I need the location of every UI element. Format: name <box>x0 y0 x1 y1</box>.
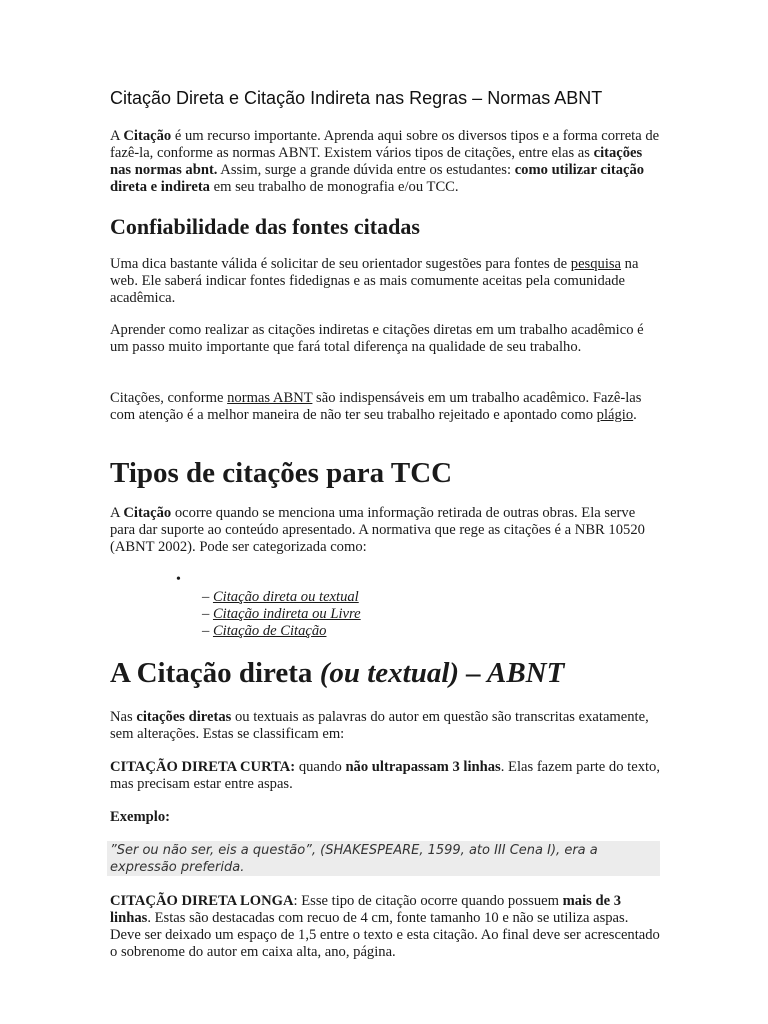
paragraph-text: na web. Ele saberá indicar fontes fidedignas e as mais comumente aceitas pela comunidade acadêmica. <box>110 256 639 306</box>
paragraph-bold: citações diretas <box>136 709 232 725</box>
example-label <box>110 809 660 826</box>
list-dash: – <box>202 589 213 605</box>
section-heading-confiabilidade: Confiabilidade das fontes citadas <box>110 214 420 239</box>
intro-text: em seu trabalho de monografia e/ou TCC. <box>209 179 459 195</box>
example-quote: ”Ser ou não ser, eis a questão”, (SHAKESPEARE, 1599, ato III Cena I), era a expressão preferida. <box>107 841 660 876</box>
list-item <box>202 589 361 606</box>
section-heading-citacao-direta <box>110 656 660 690</box>
paragraph: Aprender como realizar as citações indiretas e citações diretas em um trabalho acadêmico é um passo muito importante que fará total diferença na qualidade de seu trabalho. <box>110 322 644 355</box>
term-label: CITAÇÃO DIRETA LONGA <box>110 893 294 909</box>
list-item <box>202 623 361 640</box>
intro-text: Assim, surge a grande dúvida entre os estudantes: <box>217 162 515 178</box>
heading-text: A Citação direta <box>110 657 320 689</box>
paragraph-text: . <box>633 407 637 423</box>
paragraph-bold: Citação <box>123 505 172 521</box>
link-plagio[interactable]: plágio <box>596 407 634 423</box>
section-heading-tipos: Tipos de citações para TCC <box>110 457 453 489</box>
citation-types-list <box>202 589 361 640</box>
heading-italic: (ou textual) – ABNT <box>319 657 565 689</box>
paragraph <box>110 256 660 307</box>
link-normas-abnt[interactable]: normas ABNT <box>227 390 313 406</box>
paragraph-text: quando <box>295 759 346 775</box>
paragraph <box>110 505 660 556</box>
paragraph-text: Citações, conforme <box>110 390 228 406</box>
paragraph-text: ou textuais as palavras do autor em questão são transcritas exatamente, sem alterações. Estas se classificam em: <box>110 709 649 742</box>
paragraph-text: Uma dica bastante válida é solicitar de seu orientador sugestões para fontes de <box>110 256 571 272</box>
list-dash: – <box>202 606 213 622</box>
paragraph-text: A <box>110 505 124 521</box>
paragraph-citacao-curta <box>110 759 660 793</box>
paragraph-text: Nas <box>110 709 137 725</box>
list-item <box>202 606 361 623</box>
paragraph-text: . Estas são destacadas com recuo de 4 cm, fonte tamanho 10 e não se utiliza aspas. Deve ser deixado um espaço de 1,5 entre o texto e esta citação. Ao final deve ser acrescentado o sobrenome do autor em caixa alta, ano, página. <box>110 910 660 960</box>
paragraph-bold: mais de 3 linhas <box>110 893 621 926</box>
paragraph-text: ocorre quando se menciona uma informação retirada de outras obras. Ela serve para dar suporte ao conteúdo apresentado. A normativa que rege as citações é a NBR 10520 (ABNT 2002). Pode ser categorizada como: <box>110 505 645 555</box>
example-label-text: Exemplo: <box>110 809 170 825</box>
link-pesquisa[interactable]: pesquisa <box>570 256 622 272</box>
intro-text: A <box>110 128 124 144</box>
term-label: CITAÇÃO DIRETA CURTA: <box>110 759 296 775</box>
paragraph-text: são indispensáveis em um trabalho acadêmico. Fazê-las com atenção é a melhor maneira de não ter seu trabalho rejeitado e apontado como <box>110 390 642 423</box>
paragraph <box>110 390 660 424</box>
intro-bold: Citação <box>123 128 172 144</box>
list-dash: – <box>202 623 213 639</box>
intro-bold: como utilizar citação direta e indireta <box>110 162 645 195</box>
link-citacao-de-citacao[interactable]: Citação de Citação <box>212 623 327 639</box>
page-title: Citação Direta e Citação Indireta nas Regras – Normas ABNT <box>110 88 603 108</box>
paragraph <box>110 709 660 743</box>
intro-text: é um recurso importante. Aprenda aqui sobre os diversos tipos e a forma correta de fazê-la, conforme as normas ABNT. Existem vários tipos de citações, entre elas as <box>110 128 660 161</box>
link-citacao-indireta[interactable]: Citação indireta ou Livre <box>212 606 361 622</box>
list-bullet: • <box>176 572 181 587</box>
paragraph-text: : Esse tipo de citação ocorre quando possuem <box>293 893 563 909</box>
paragraph-bold: não ultrapassam 3 linhas <box>345 759 501 775</box>
paragraph-text: . Elas fazem parte do texto, mas precisam estar entre aspas. <box>110 759 660 792</box>
link-citacao-direta[interactable]: Citação direta ou textual <box>212 589 359 605</box>
intro-paragraph <box>110 128 660 196</box>
intro-bold: citações nas normas abnt. <box>110 145 643 178</box>
paragraph-citacao-longa <box>110 893 660 961</box>
